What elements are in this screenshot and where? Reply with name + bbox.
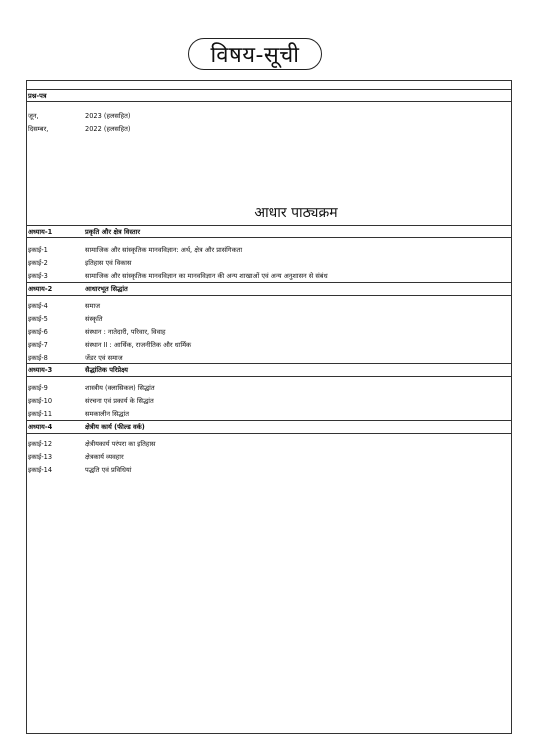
divider: [27, 89, 511, 90]
section-title: आधार पाठ्यक्रम: [254, 205, 338, 221]
paper-month: जून,: [28, 112, 39, 120]
paper-month: दिसम्बर,: [28, 125, 49, 133]
contents-frame: प्रश्न-पत्र जून, 2023 (हलसहित) दिसम्बर, 2022 (हलसहित) आधार पाठ्यक्रम अध्याय-1 प्रकृति और क्षेत्र विस्तार इकाई-1 सामाजिक और सांस्कृतिक मानवविज्ञान: अर्थ, क्षेत्र और प्रासंगिकता इकाई-2 इतिहास एवं विकास इकाई-3 सामाजिक और सांस्कृतिक मानवविज्ञान का मानवविज्ञान की अन्य शाखाओं एवं अन्य अनुशासन से संबंध अध्याय-2 आधारभूत सिद्धांत इकाई-4 समाज इकाई-5 संस्कृति इकाई-6 संस्थान : नातेदारी, परिवार, विवाह इकाई-7 संस्थान II : आर्थिक, राजनीतिक और धार्मिक इकाई-8 जेंडर एवं समाज अध्याय-3 सैद्धांतिक परिप्रेक्ष्य इकाई-9 शास्त्रीय (क्लासिकल) सिद्धांत इकाई-10 संरचना एवं प्रकार्य के सिद्धांत इकाई-11 समकालीन सिद्धांत अध्याय-4 क्षेत्रीय कार्य (फील्ड वर्क) इकाई-12 क्षेत्रीयकार्य परंपरा का इतिहास इकाई-13 क्षेत्रकार्य व्यवहार इकाई-14 पद्धति एवं प्रविधियां: [26, 80, 512, 734]
paper-year: 2023 (हलसहित): [85, 112, 131, 120]
page-title: विषय-सूची: [188, 38, 322, 70]
paper-year: 2022 (हलसहित): [85, 125, 131, 133]
